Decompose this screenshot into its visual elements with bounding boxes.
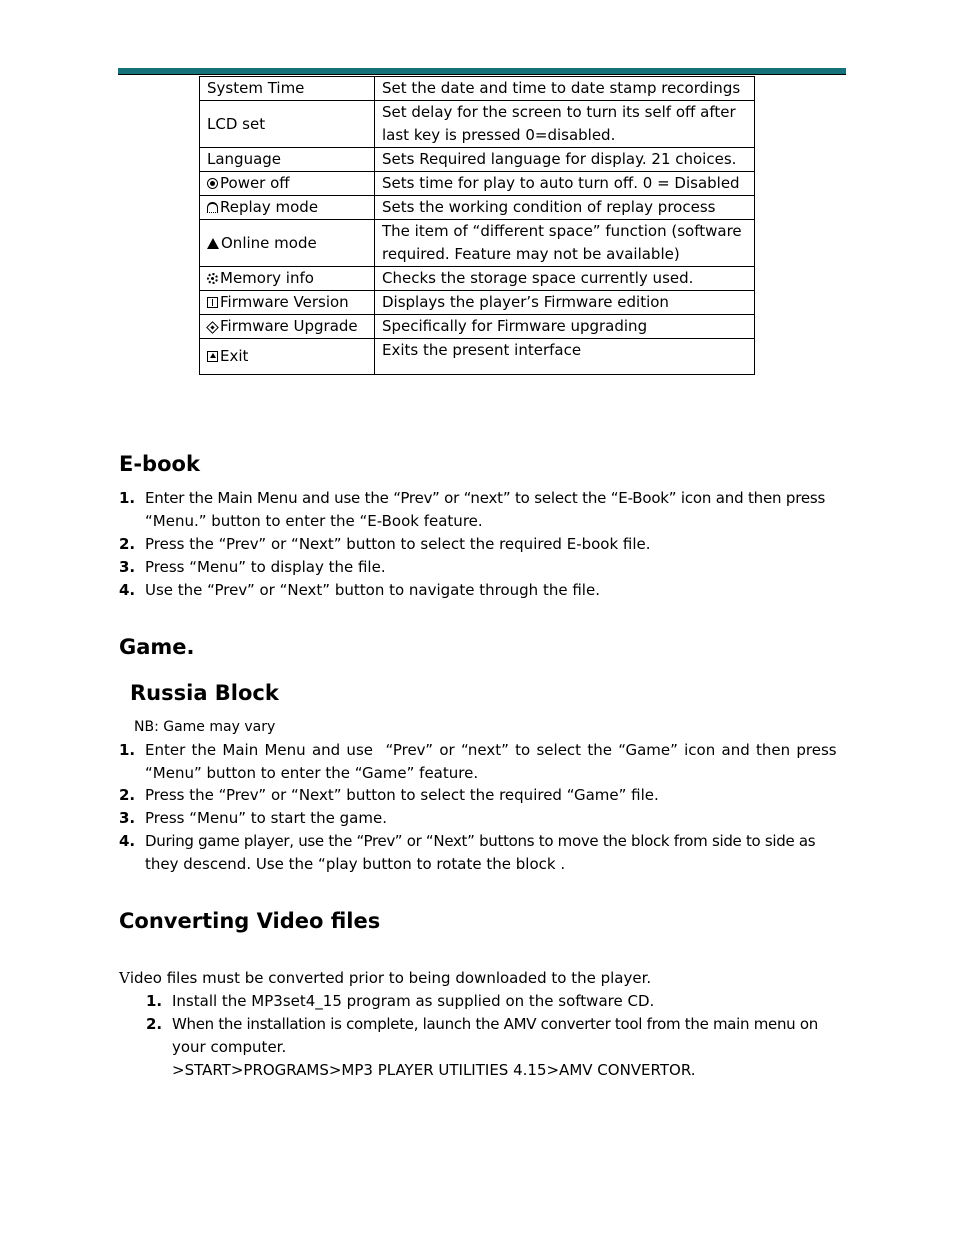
- setting-description: The item of “different space” function (software required. Feature may not be available): [375, 220, 755, 267]
- step-number: 4.: [119, 832, 136, 850]
- table-row: [200, 220, 755, 267]
- setting-description: Exits the present interface: [375, 339, 755, 375]
- list-item: [119, 487, 825, 533]
- firmware-upgrade-icon: [206, 321, 219, 334]
- setting-name: Language: [200, 148, 375, 172]
- list-item: [119, 739, 837, 785]
- setting-name: System Time: [200, 77, 375, 101]
- step-number: 2.: [146, 1015, 163, 1033]
- game-heading: Game.: [119, 635, 195, 659]
- step-number: 2.: [119, 786, 136, 804]
- setting-name: Memory info: [200, 267, 375, 291]
- table-row: [200, 315, 755, 339]
- step-text: When the installation is complete, launch the AMV converter tool from the main menu on: [172, 1015, 818, 1033]
- list-item: [119, 579, 600, 602]
- step-text: they descend. Use the “play button to rotate the block .: [145, 855, 566, 873]
- setting-name: Replay mode: [200, 196, 375, 220]
- ebook-heading: E-book: [119, 452, 200, 476]
- step-number: 2.: [119, 535, 136, 553]
- step-text: Press “Menu” to display the file.: [145, 558, 386, 576]
- step-text: Press “Menu” to start the game.: [145, 809, 387, 827]
- step-text: Press the “Prev” or “Next” button to select the required “Game” file.: [145, 786, 659, 804]
- setting-name: Online mode: [200, 220, 375, 267]
- list-item: [146, 1013, 818, 1082]
- step-text: Use the “Prev” or “Next” button to navigate through the file.: [145, 581, 600, 599]
- russia-block-heading: Russia Block: [130, 681, 279, 705]
- step-number: 3.: [119, 558, 136, 576]
- step-text: >START>PROGRAMS>MP3 PLAYER UTILITIES 4.15>AMV CONVERTOR.: [172, 1061, 696, 1079]
- step-text: your computer.: [172, 1038, 287, 1056]
- intro-lead-letter: V: [119, 969, 130, 987]
- setting-description: Checks the storage space currently used.: [375, 267, 755, 291]
- firmware-version-icon: [207, 297, 218, 308]
- step-text: Press the “Prev” or “Next” button to select the required E-book file.: [145, 535, 651, 553]
- step-number: 1.: [119, 489, 136, 507]
- setting-name: Power off: [200, 172, 375, 196]
- list-item: [119, 556, 386, 579]
- list-item: [119, 533, 651, 556]
- setting-name: Firmware Version: [200, 291, 375, 315]
- setting-description: Set the date and time to date stamp recordings: [375, 77, 755, 101]
- table-row: [200, 172, 755, 196]
- setting-description: Specifically for Firmware upgrading: [375, 315, 755, 339]
- setting-name: LCD set: [200, 101, 375, 148]
- header-rule-line: [118, 74, 846, 75]
- step-number: 3.: [119, 809, 136, 827]
- step-text: Install the MP3set4_15 program as supplied on the software CD.: [172, 992, 655, 1010]
- table-row: [200, 339, 755, 375]
- table-row: [200, 148, 755, 172]
- step-text: “Menu” button to enter the “Game” feature.: [145, 764, 479, 782]
- video-intro: [119, 967, 651, 990]
- step-number: 4.: [119, 581, 136, 599]
- setting-name: Exit: [200, 339, 375, 375]
- list-item: [119, 784, 659, 807]
- step-text: Enter the Main Menu and use “Prev” or “next” to select the “Game” icon and then press: [145, 741, 837, 759]
- video-heading: Converting Video files: [119, 909, 381, 933]
- setting-description: Set delay for the screen to turn its self off after last key is pressed 0=disabled.: [375, 101, 755, 148]
- step-text: Enter the Main Menu and use the “Prev” or “next” to select the “E-Book” icon and then press: [145, 489, 826, 507]
- step-text: During game player, use the “Prev” or “Next” buttons to move the block from side to side as: [145, 832, 816, 850]
- setting-description: Displays the player’s Firmware edition: [375, 291, 755, 315]
- table-row: [200, 291, 755, 315]
- settings-table: [199, 76, 755, 375]
- table-row: [200, 77, 755, 101]
- game-note: NB: Game may vary: [134, 719, 276, 735]
- replay-mode-icon: [207, 202, 218, 213]
- exit-icon: [207, 351, 218, 362]
- list-item: [146, 990, 654, 1013]
- table-row: [200, 267, 755, 291]
- step-number: 1.: [119, 741, 136, 759]
- list-item: [119, 830, 815, 876]
- step-number: 1.: [146, 992, 163, 1010]
- table-row: [200, 196, 755, 220]
- setting-name: Firmware Upgrade: [200, 315, 375, 339]
- setting-description: Sets the working condition of replay process: [375, 196, 755, 220]
- list-item: [119, 807, 387, 830]
- table-row: [200, 101, 755, 148]
- memory-info-icon: [207, 273, 218, 284]
- setting-description: Sets Required language for display. 21 choices.: [375, 148, 755, 172]
- power-off-icon: [207, 178, 218, 189]
- step-text: “Menu.” button to enter the “E-Book feature.: [145, 512, 483, 530]
- intro-text: ideo files must be converted prior to being downloaded to the player.: [129, 969, 652, 987]
- setting-description: Sets time for play to auto turn off. 0 = Disabled: [375, 172, 755, 196]
- online-mode-icon: [207, 238, 219, 249]
